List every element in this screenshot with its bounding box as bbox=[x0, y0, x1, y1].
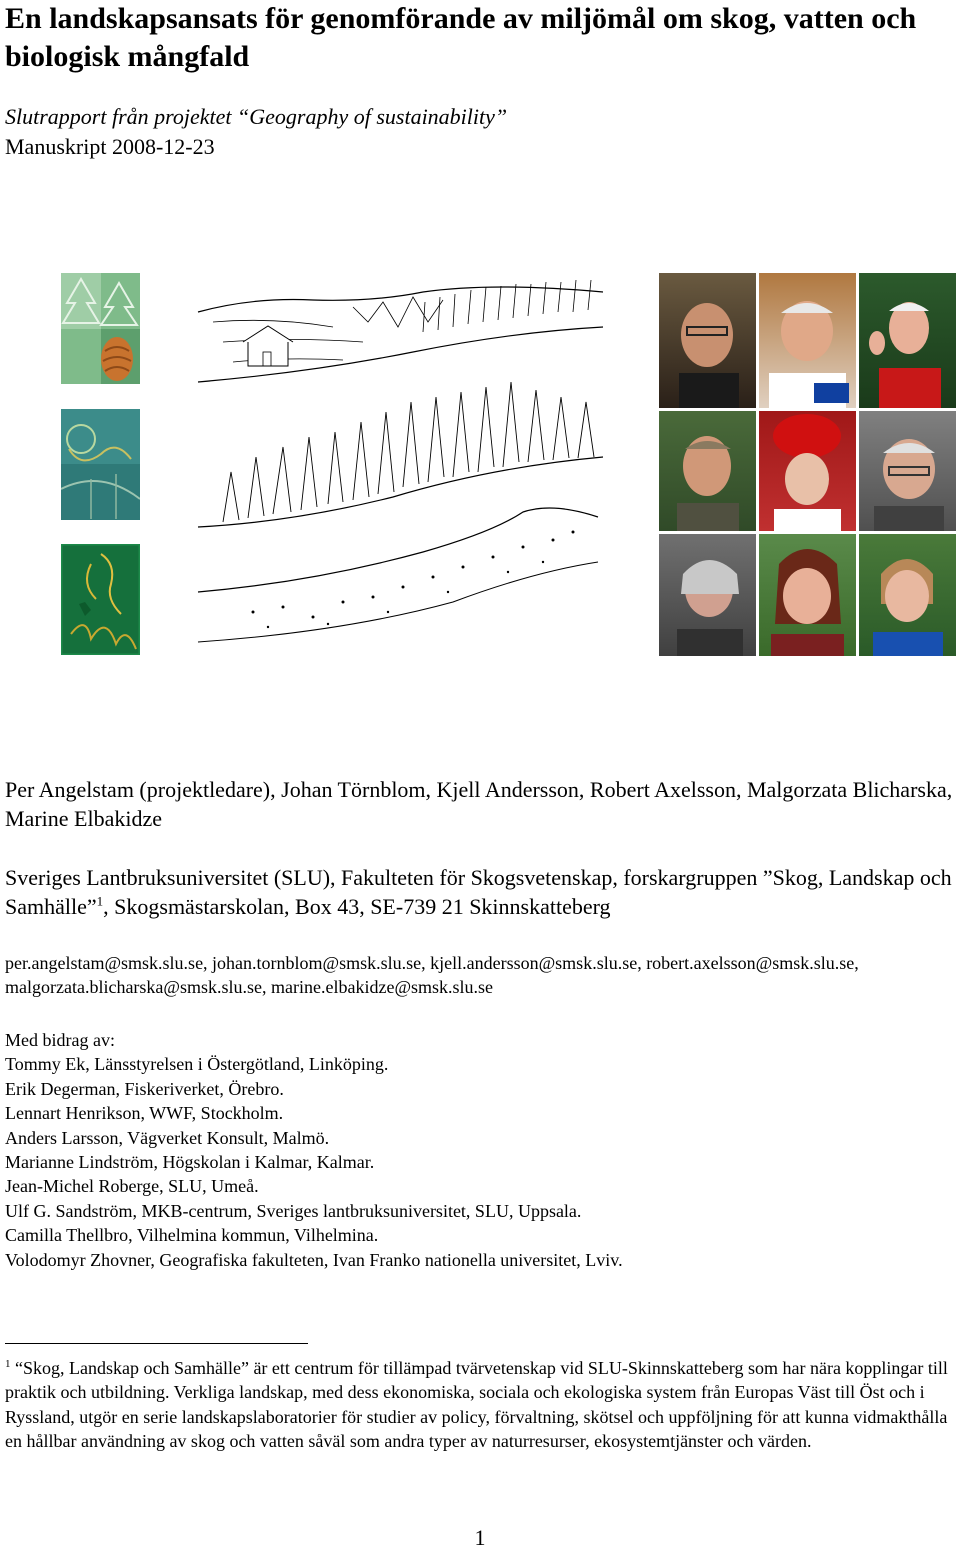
affiliation-address: , Skogsmästarskolan, Box 43, SE-739 21 Skinnskatteberg bbox=[103, 894, 611, 919]
portrait-photo bbox=[659, 273, 756, 408]
affiliation bbox=[5, 863, 960, 921]
contributor-item: Lennart Henrikson, WWF, Stockholm. bbox=[5, 1103, 284, 1124]
footnote-text: “Skog, Landskap och Samhälle” är ett centrum för tillämpad tvärvetenskap vid SLU-Skinnskatteberg som har nära kopplingar till praktik och utbildning. Verkliga landskap, med dess ekonomiska, sociala och ekologiska system från Europas Väst till Öst och i Ryssland, utgör en serie landskapslaboratorier för studier av policy, förvaltning, skötsel och uppföljning för att kunna vidmakthålla en hållbar användning av skog och vatten såväl som andra typer av naturresurser, ekosystemtjänster och värden. bbox=[5, 1358, 948, 1452]
portrait-photo bbox=[859, 411, 956, 531]
footnote-number: 1 bbox=[5, 1358, 11, 1370]
contributors-heading: Med bidrag av: bbox=[5, 1030, 115, 1050]
contributor-item: Erik Degerman, Fiskeriverket, Örebro. bbox=[5, 1078, 284, 1099]
landscape-sketch-illustration bbox=[193, 272, 613, 657]
footnote-ref: 1 bbox=[96, 893, 104, 909]
contributor-item: Marianne Lindström, Högskolan i Kalmar, Kalmar. bbox=[5, 1152, 375, 1173]
portrait-photo bbox=[659, 534, 756, 656]
portrait-photo bbox=[659, 411, 756, 531]
contributor-item: Volodomyr Zhovner, Geografiska fakulteten, Ivan Franko nationella universitet, Lviv. bbox=[5, 1249, 623, 1270]
portrait-collage bbox=[659, 273, 956, 656]
document-subtitle: Slutrapport från projektet “Geography of sustainability” bbox=[5, 104, 508, 129]
orchid-tile bbox=[61, 544, 140, 655]
contributor-item: Anders Larsson, Vägverket Konsult, Malmö. bbox=[5, 1127, 330, 1148]
document-title: En landskapsansats för genomförande av miljömål om skog, vatten och biologisk mångfald bbox=[5, 2, 917, 73]
tree-cone-tile bbox=[61, 273, 140, 384]
portrait-photo bbox=[859, 273, 956, 408]
portrait-photo bbox=[759, 534, 856, 656]
contributor-item: Tommy Ek, Länsstyrelsen i Östergötland, Linköping. bbox=[5, 1054, 389, 1075]
author-list: Per Angelstam (projektledare), Johan Törnblom, Kjell Andersson, Robert Axelsson, Malgorzata Blicharska, Marine Elbakidze bbox=[5, 777, 953, 831]
portrait-photo bbox=[859, 534, 956, 656]
contributor-item: Ulf G. Sandström, MKB-centrum, Sveriges lantbruksuniversitet, SLU, Uppsala. bbox=[5, 1200, 582, 1221]
contributor-item: Jean-Michel Roberge, SLU, Umeå. bbox=[5, 1176, 259, 1197]
contributors-section bbox=[5, 1028, 955, 1272]
flower-tile bbox=[61, 409, 140, 520]
footnote-separator bbox=[5, 1343, 308, 1344]
portrait-photo bbox=[759, 411, 856, 531]
portrait-photo bbox=[759, 273, 856, 408]
manuscript-date: Manuskript 2008-12-23 bbox=[5, 134, 215, 159]
footnote bbox=[5, 1356, 955, 1454]
email-list: per.angelstam@smsk.slu.se, johan.tornblom@smsk.slu.se, kjell.andersson@smsk.slu.se, robert.axelsson@smsk.slu.se, malgorzata.blicharska@smsk.slu.se, marine.elbakidze@smsk.slu.se bbox=[5, 953, 859, 997]
page-number: 1 bbox=[474, 1525, 486, 1550]
contributor-item: Camilla Thellbro, Vilhelmina kommun, Vilhelmina. bbox=[5, 1225, 379, 1246]
affiliation-text: Sveriges Lantbruksuniversitet (SLU), Fakulteten för Skogsvetenskap, forskargruppen ”Skog, Landskap och Samhälle” bbox=[5, 865, 952, 919]
